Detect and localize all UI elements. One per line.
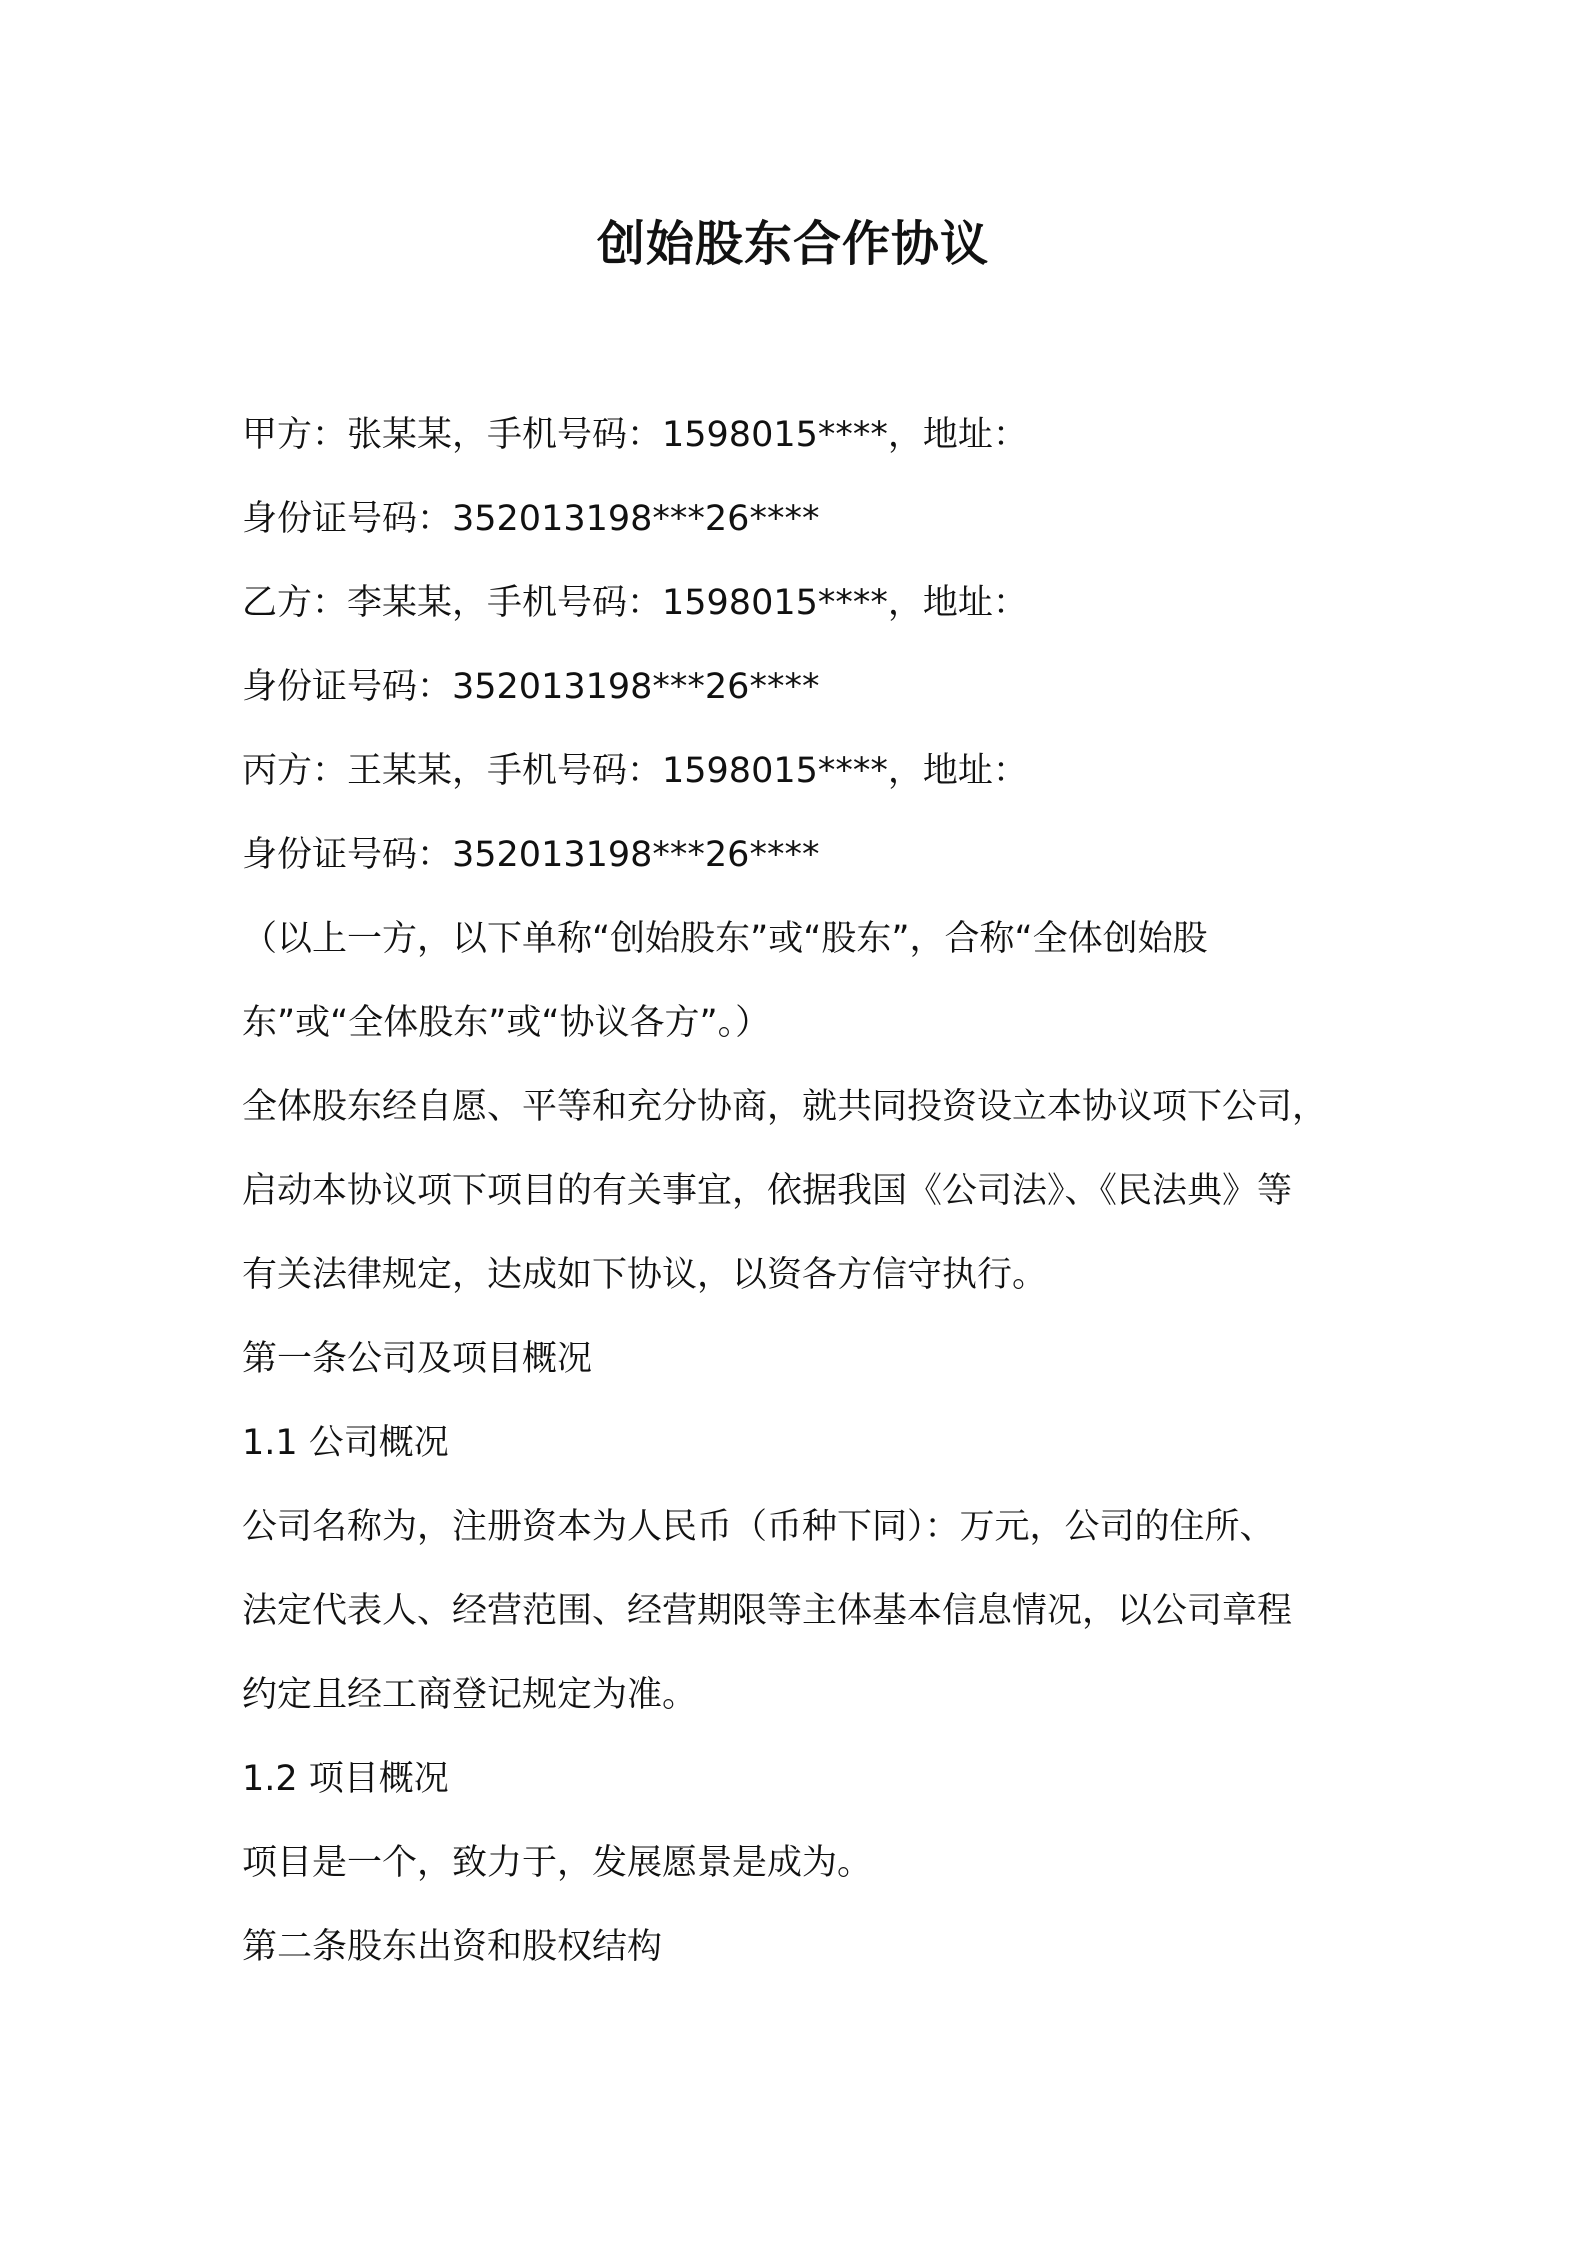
project-overview-text: 项目是一个，致力于，发展愿景是成为。 [242, 1843, 873, 1883]
party-b-id: 身份证号码：352013198***26**** [242, 667, 820, 707]
preamble-line-3: 有关法律规定，达成如下协议，以资各方信守执行。 [242, 1255, 1048, 1295]
company-overview-line-1: 公司名称为，注册资本为人民币（币种下同）：万元，公司的住所、 [242, 1507, 1275, 1547]
section-1-1-heading: 1.1 公司概况 [242, 1423, 449, 1463]
party-a-info: 甲方：张某某，手机号码：1598015****，地址： [242, 415, 1028, 455]
party-a-id: 身份证号码：352013198***26**** [242, 499, 820, 539]
party-b-info: 乙方：李某某，手机号码：1598015****，地址： [242, 583, 1028, 623]
parties-note-line-1: （以上一方，以下单称“创始股东”或“股东”，合称“全体创始股 [242, 919, 1208, 959]
article-1-heading: 第一条公司及项目概况 [242, 1339, 593, 1379]
preamble-line-1: 全体股东经自愿、平等和充分协商，就共同投资设立本协议项下公司， [242, 1087, 1328, 1127]
article-2-heading: 第二条股东出资和股权结构 [242, 1927, 663, 1967]
company-overview-line-2: 法定代表人、经营范围、经营期限等主体基本信息情况，以公司章程 [242, 1591, 1293, 1631]
party-c-id: 身份证号码：352013198***26**** [242, 835, 820, 875]
company-overview-line-3: 约定且经工商登记规定为准。 [242, 1675, 698, 1715]
party-c-info: 丙方：王某某，手机号码：1598015****，地址： [242, 751, 1028, 791]
section-1-2-heading: 1.2 项目概况 [242, 1759, 449, 1799]
preamble-line-2: 启动本协议项下项目的有关事宜，依据我国《公司法》、《民法典》等 [242, 1171, 1293, 1211]
document-title: 创始股东合作协议 [596, 216, 989, 272]
parties-note-line-2: 东”或“全体股东”或“协议各方”。） [242, 1003, 771, 1043]
